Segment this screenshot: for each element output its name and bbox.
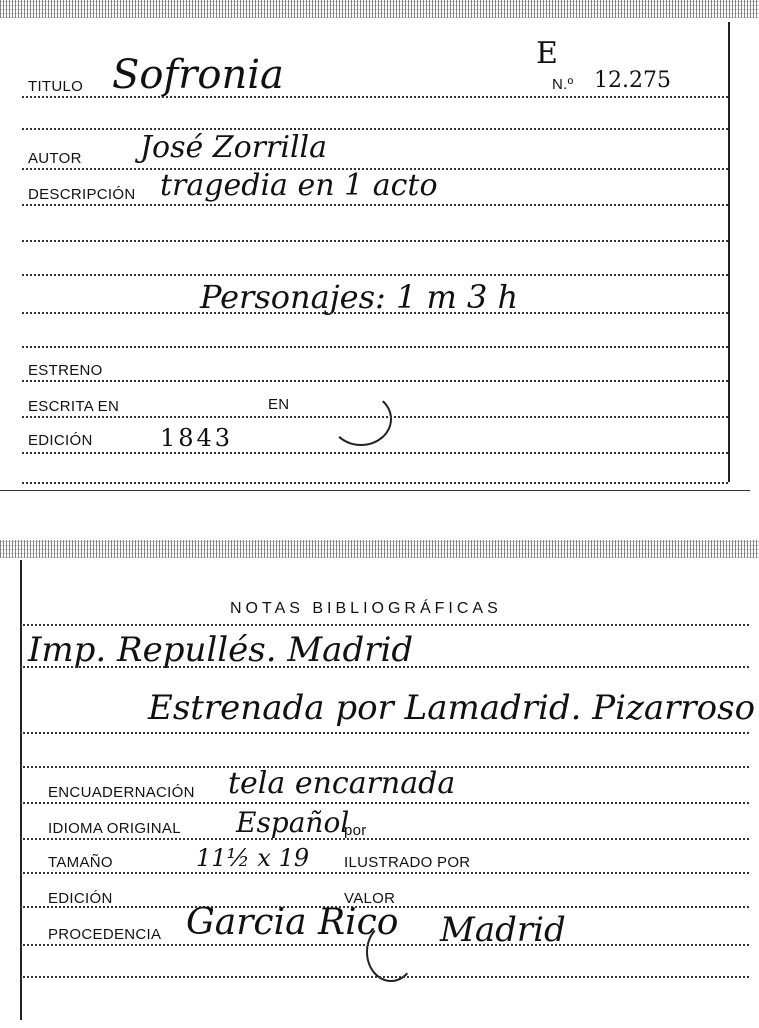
card-bottom-edge [0,490,750,491]
catalog-card-back [0,540,759,1028]
rule-line [20,666,749,668]
stamp-mark [366,922,416,982]
rule-line [22,346,728,348]
procedencia-city: Madrid [440,910,566,950]
torn-top-edge [0,0,759,18]
descripcion-value: tragedia en 1 acto [160,168,438,203]
catalog-card-front [0,0,759,500]
personajes-value: Personajes: 1 m 3 h [200,278,519,316]
rule-line [22,452,728,454]
rule-line [22,274,728,276]
rule-line [22,240,728,242]
titulo-label: TITULO [28,78,84,95]
procedencia-value: Garcia Rico [186,902,399,943]
card-left-border [20,560,22,1020]
edicion-value: 1843 [160,424,234,452]
notas-heading: NOTAS BIBLIOGRÁFICAS [230,600,502,617]
titulo-value: Sofronia [112,52,284,98]
card-right-border [728,22,730,482]
tamano-label: TAMAÑO [48,854,113,871]
encuadernacion-label: ENCUADERNACIÓN [48,784,195,801]
rule-line [20,732,749,734]
tamano-value: 11½ x 19 [196,844,310,872]
escrita-en-label: ESCRITA EN [28,398,120,415]
encuadernacion-value: tela encarnada [228,766,456,801]
descripcion-label: DESCRIPCIÓN [28,186,136,203]
rule-line [22,96,728,98]
rule-line [20,944,749,946]
procedencia-label: PROCEDENCIA [48,926,162,943]
corner-mark: E [536,36,558,71]
rule-line [22,380,728,382]
edicion-label-back: EDICIÓN [48,890,113,907]
en-label: EN [268,396,290,413]
autor-label: AUTOR [28,150,82,167]
rule-line [20,624,749,626]
autor-value: José Zorrilla [140,130,328,165]
rule-line [22,312,728,314]
numero-value: 12.275 [594,68,671,93]
rule-line [22,128,728,130]
rule-line [20,802,749,804]
por-label: por [344,822,367,839]
idioma-label: IDIOMA ORIGINAL [48,820,181,837]
edicion-label: EDICIÓN [28,432,93,449]
stamp-mark [330,392,392,446]
note-line-1: Imp. Repullés. Madrid [28,630,414,670]
torn-top-edge [0,540,759,558]
rule-line [22,204,728,206]
rule-line [20,976,749,978]
rule-line [20,872,749,874]
estreno-label: ESTRENO [28,362,103,379]
rule-line [20,838,749,840]
valor-label: VALOR [344,890,396,907]
note-line-2: Estrenada por Lamadrid. Pizarroso [148,688,756,728]
idioma-value: Español [236,806,350,839]
numero-label: N.º [552,76,574,93]
ilustrado-label: ILUSTRADO POR [344,854,471,871]
rule-line [22,416,728,418]
rule-line [22,482,728,484]
